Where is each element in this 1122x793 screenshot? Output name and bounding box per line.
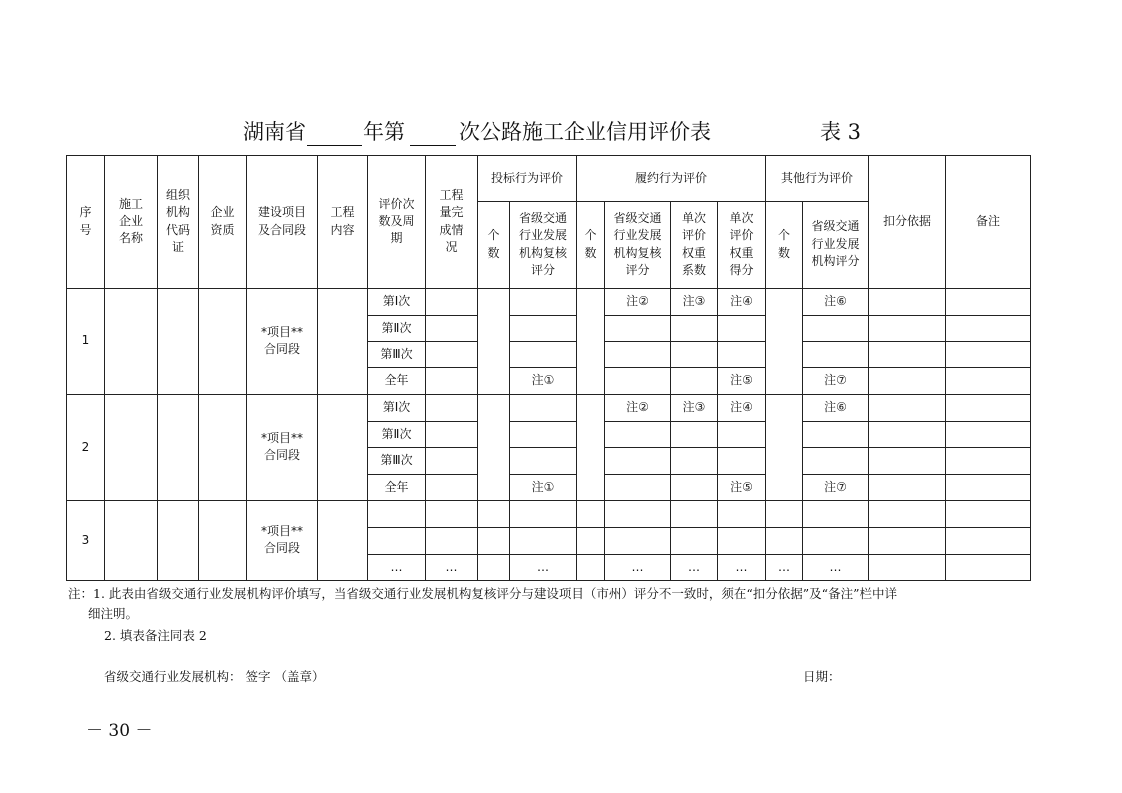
perf-review-cell	[605, 474, 671, 500]
remarks-cell	[946, 500, 1031, 527]
header-perf-group: 履约行为评价	[577, 156, 766, 202]
qualification-cell	[199, 394, 247, 500]
signature-line: 省级交通行业发展机构： 签字 （盖章）	[104, 669, 325, 684]
note-5: 注⑤	[718, 474, 766, 500]
weighted-score-cell	[718, 342, 766, 368]
header-qualification: 企业 资质	[199, 156, 247, 289]
org-code-cell	[158, 394, 199, 500]
progress-cell	[426, 368, 478, 394]
weight-cell	[671, 342, 718, 368]
note-7: 注⑦	[803, 474, 869, 500]
header-single-weighted-score: 单次 评价 权重 得分	[718, 201, 766, 288]
bid-review-cell	[510, 500, 577, 527]
weighted-score-cell	[718, 528, 766, 554]
perf-count-cell	[577, 394, 605, 500]
date-label: 日期：	[803, 669, 841, 684]
period-cell: 全年	[368, 368, 426, 394]
remarks-cell	[946, 554, 1031, 580]
row-seq: 3	[67, 500, 105, 580]
remarks-cell	[946, 368, 1031, 394]
perf-review-cell	[605, 422, 671, 448]
bid-count-cell	[478, 528, 510, 554]
deduction-cell	[869, 474, 946, 500]
header-perf-review: 省级交通 行业发展 机构复核 评分	[605, 201, 671, 288]
bid-review-cell	[510, 394, 577, 421]
bid-review-cell	[510, 315, 577, 341]
perf-review-cell	[605, 448, 671, 474]
bid-count-cell	[478, 394, 510, 500]
ellipsis-cell: …	[368, 554, 426, 580]
note-5: 注⑤	[718, 368, 766, 394]
header-seq: 序 号	[67, 156, 105, 289]
weight-cell	[671, 315, 718, 341]
note-1: 注①	[510, 474, 577, 500]
header-bid-group: 投标行为评价	[478, 156, 577, 202]
progress-cell	[426, 448, 478, 474]
perf-count-cell	[577, 288, 605, 394]
content-cell	[318, 288, 368, 394]
perf-review-cell	[605, 315, 671, 341]
other-score-cell	[803, 422, 869, 448]
header-eval-period: 评价次 数及周 期	[368, 156, 426, 289]
period-cell: 第Ⅱ次	[368, 422, 426, 448]
header-other-group: 其他行为评价	[766, 156, 869, 202]
weight-cell	[671, 368, 718, 394]
row-seq: 2	[67, 394, 105, 500]
perf-review-cell	[605, 500, 671, 527]
ellipsis-cell: …	[671, 554, 718, 580]
title-part-3: 次公路施工企业信用评价表	[459, 120, 711, 144]
remarks-cell	[946, 342, 1031, 368]
org-code-cell	[158, 288, 199, 394]
header-bid-count: 个 数	[478, 201, 510, 288]
deduction-cell	[869, 288, 946, 315]
weight-cell	[671, 528, 718, 554]
deduction-cell	[869, 554, 946, 580]
weight-cell	[671, 422, 718, 448]
perf-review-cell	[605, 528, 671, 554]
remarks-cell	[946, 528, 1031, 554]
remarks-cell	[946, 315, 1031, 341]
footnote-1-line-1: 注：1. 此表由省级交通行业发展机构评价填写，当省级交通行业发展机构复核评分与建设项目（市州）评分不一致时，须在“扣分依据”及“备注”栏中详	[68, 586, 897, 601]
count-blank	[410, 118, 456, 146]
header-bid-review: 省级交通 行业发展 机构复核 评分	[510, 201, 577, 288]
remarks-cell	[946, 394, 1031, 421]
progress-cell	[426, 474, 478, 500]
progress-cell	[426, 528, 478, 554]
bid-count-cell	[478, 288, 510, 394]
bid-review-cell	[510, 422, 577, 448]
company-cell	[105, 288, 158, 394]
ellipsis-cell: …	[766, 554, 803, 580]
header-other-count: 个 数	[766, 201, 803, 288]
weight-cell	[671, 500, 718, 527]
note-3: 注③	[671, 288, 718, 315]
period-cell: 第Ⅱ次	[368, 315, 426, 341]
bid-review-cell	[510, 448, 577, 474]
header-remarks: 备注	[946, 156, 1031, 289]
page-number: － 30 －	[86, 721, 153, 741]
ellipsis-cell: …	[718, 554, 766, 580]
header-deduction-basis: 扣分依据	[869, 156, 946, 289]
weight-cell	[671, 448, 718, 474]
note-7: 注⑦	[803, 368, 869, 394]
other-score-cell	[803, 500, 869, 527]
weighted-score-cell	[718, 315, 766, 341]
project-cell: *项目** 合同段	[247, 500, 318, 580]
deduction-cell	[869, 422, 946, 448]
header-perf-count: 个 数	[577, 201, 605, 288]
period-cell	[368, 500, 426, 527]
remarks-cell	[946, 422, 1031, 448]
note-1: 注①	[510, 368, 577, 394]
weighted-score-cell	[718, 422, 766, 448]
other-score-cell	[803, 448, 869, 474]
bid-count-cell	[478, 500, 510, 527]
note-4: 注④	[718, 394, 766, 421]
period-cell: 全年	[368, 474, 426, 500]
header-content: 工程 内容	[318, 156, 368, 289]
footnote-1-line-2: 细注明。	[88, 606, 139, 621]
org-code-cell	[158, 500, 199, 580]
header-progress: 工程 量完 成情 况	[426, 156, 478, 289]
deduction-cell	[869, 394, 946, 421]
period-cell: 第Ⅰ次	[368, 394, 426, 421]
remarks-cell	[946, 474, 1031, 500]
header-other-score: 省级交通 行业发展 机构评分	[803, 201, 869, 288]
period-cell: 第Ⅲ次	[368, 342, 426, 368]
row-seq: 1	[67, 288, 105, 394]
other-count-cell	[766, 288, 803, 394]
qualification-cell	[199, 288, 247, 394]
header-company: 施工 企业 名称	[105, 156, 158, 289]
header-project: 建设项目 及合同段	[247, 156, 318, 289]
header-org-code: 组织 机构 代码 证	[158, 156, 199, 289]
bid-count-cell	[478, 554, 510, 580]
weight-cell	[671, 474, 718, 500]
deduction-cell	[869, 368, 946, 394]
perf-review-cell	[605, 342, 671, 368]
company-cell	[105, 394, 158, 500]
ellipsis-cell: …	[605, 554, 671, 580]
note-4: 注④	[718, 288, 766, 315]
other-count-cell	[766, 500, 803, 527]
deduction-cell	[869, 448, 946, 474]
other-score-cell	[803, 315, 869, 341]
ellipsis-cell: …	[803, 554, 869, 580]
title-part-1: 湖南省	[243, 120, 306, 144]
footnote-2: 2. 填表备注同表 2	[104, 628, 207, 643]
bid-review-cell	[510, 288, 577, 315]
note-2: 注②	[605, 288, 671, 315]
project-cell: *项目** 合同段	[247, 394, 318, 500]
table-title	[0, 118, 1122, 148]
deduction-cell	[869, 342, 946, 368]
perf-count-cell	[577, 500, 605, 527]
header-single-weight: 单次 评价 权重 系数	[671, 201, 718, 288]
ellipsis-cell: …	[426, 554, 478, 580]
note-6: 注⑥	[803, 288, 869, 315]
perf-count-cell	[577, 554, 605, 580]
other-count-cell	[766, 528, 803, 554]
content-cell	[318, 500, 368, 580]
content-cell	[318, 394, 368, 500]
progress-cell	[426, 288, 478, 315]
weighted-score-cell	[718, 500, 766, 527]
period-cell: 第Ⅲ次	[368, 448, 426, 474]
remarks-cell	[946, 288, 1031, 315]
progress-cell	[426, 394, 478, 421]
note-2: 注②	[605, 394, 671, 421]
deduction-cell	[869, 315, 946, 341]
year-blank	[307, 118, 362, 146]
perf-review-cell	[605, 368, 671, 394]
progress-cell	[426, 422, 478, 448]
progress-cell	[426, 342, 478, 368]
project-cell: *项目** 合同段	[247, 288, 318, 394]
other-score-cell	[803, 342, 869, 368]
perf-count-cell	[577, 528, 605, 554]
bid-review-cell	[510, 528, 577, 554]
period-cell	[368, 528, 426, 554]
remarks-cell	[946, 448, 1031, 474]
weighted-score-cell	[718, 448, 766, 474]
credit-evaluation-table	[66, 155, 1031, 581]
ellipsis-cell: …	[510, 554, 577, 580]
other-count-cell	[766, 394, 803, 500]
progress-cell	[426, 315, 478, 341]
deduction-cell	[869, 528, 946, 554]
title-part-2: 年第	[363, 120, 405, 144]
note-3: 注③	[671, 394, 718, 421]
company-cell	[105, 500, 158, 580]
other-score-cell	[803, 528, 869, 554]
bid-review-cell	[510, 342, 577, 368]
qualification-cell	[199, 500, 247, 580]
table-number: 表 3	[820, 120, 862, 144]
progress-cell	[426, 500, 478, 527]
note-6: 注⑥	[803, 394, 869, 421]
period-cell: 第Ⅰ次	[368, 288, 426, 315]
deduction-cell	[869, 500, 946, 527]
